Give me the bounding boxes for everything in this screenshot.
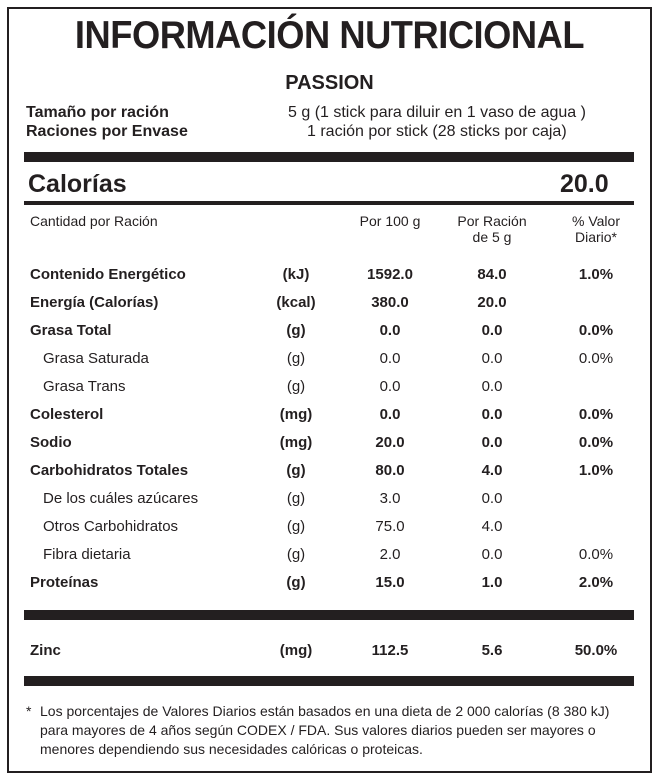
nutrient-name: Otros Carbohidratos [43, 518, 179, 535]
nutrient-unit: (g) [286, 574, 306, 591]
table-row [24, 322, 634, 344]
nutrient-daily-value: 0.0% [578, 406, 614, 423]
header-per-100g: Por 100 g [359, 213, 421, 229]
table-row [24, 462, 634, 484]
nutrient-unit: (g) [286, 518, 306, 535]
nutrient-name: Grasa Trans [43, 378, 126, 395]
nutrient-per-serving: 0.0 [481, 378, 503, 395]
nutrient-name: Proteínas [30, 574, 99, 591]
table-row-zinc [24, 642, 634, 664]
nutrient-per-100g: 0.0 [379, 322, 401, 339]
table-row [24, 350, 634, 372]
nutrient-per-serving: 84.0 [477, 266, 507, 283]
nutrient-unit: (mg) [279, 642, 313, 659]
table-row [24, 266, 634, 288]
nutrient-daily-value: 1.0% [578, 462, 614, 479]
nutrient-per-100g: 0.0 [379, 378, 401, 395]
header-daily-value: % Valor Diario* [572, 213, 620, 245]
nutrient-per-serving: 4.0 [481, 518, 503, 535]
nutrient-per-serving: 0.0 [481, 322, 503, 339]
nutrient-unit: (g) [286, 462, 306, 479]
nutrient-per-serving: 0.0 [481, 434, 503, 451]
header-amount-per-serving: Cantidad por Ración [30, 213, 158, 229]
nutrient-per-serving: 1.0 [481, 574, 503, 591]
nutrient-unit: (g) [286, 546, 306, 563]
nutrient-name: Colesterol [30, 406, 104, 423]
nutrient-unit: (kcal) [276, 294, 316, 311]
thick-divider-bottom [24, 676, 634, 686]
table-row [24, 434, 634, 456]
table-row [24, 518, 634, 540]
nutrient-daily-value: 1.0% [578, 266, 614, 283]
nutrient-name: Contenido Energético [30, 266, 186, 283]
servings-per-container-value: 1 ración por stick (28 sticks por caja) [307, 123, 567, 140]
nutrient-per-100g: 112.5 [371, 642, 409, 659]
footnote-marker: * [26, 703, 32, 719]
footnote-text: Los porcentajes de Valores Diarios están basados en una dieta de 2 000 calorías (8 380 kJ) para mayores de 4 años según CODEX / FDA. Sus valores diarios pueden ser mayores o menores dependiendo sus necesidades calóricas o proteicas. [40, 703, 610, 757]
nutrient-per-100g: 3.0 [379, 490, 401, 507]
nutrient-unit: (g) [286, 322, 306, 339]
nutrient-daily-value: 0.0% [578, 434, 614, 451]
nutrient-per-serving: 0.0 [481, 406, 503, 423]
table-row [24, 546, 634, 568]
thick-divider-zinc-top [24, 610, 634, 620]
nutrient-name: Carbohidratos Totales [30, 462, 189, 479]
nutrient-per-serving: 0.0 [481, 490, 503, 507]
serving-size-label: Tamaño por ración [26, 104, 169, 121]
table-row [24, 490, 634, 512]
table-row [24, 294, 634, 316]
nutrient-per-100g: 380.0 [371, 294, 409, 311]
nutrient-name: Energía (Calorías) [30, 294, 159, 311]
nutrient-unit: (g) [286, 378, 306, 395]
nutrient-per-100g: 1592.0 [367, 266, 413, 283]
serving-size-value: 5 g (1 stick para diluir en 1 vaso de agua ) [288, 104, 586, 121]
nutrient-per-100g: 15.0 [375, 574, 405, 591]
nutrient-daily-value: 50.0% [574, 642, 618, 659]
nutrient-per-serving: 5.6 [481, 642, 503, 659]
nutrient-name: Fibra dietaria [43, 546, 131, 563]
nutrient-per-serving: 0.0 [481, 546, 503, 563]
thick-divider-top [24, 152, 634, 162]
header-per-serving: Por Ración de 5 g [457, 213, 527, 245]
table-row [24, 574, 634, 596]
servings-per-container-label: Raciones por Envase [26, 123, 188, 140]
nutrient-per-100g: 75.0 [375, 518, 405, 535]
nutrient-name: Zinc [30, 642, 61, 659]
nutrient-name: De los cuáles azúcares [43, 490, 199, 507]
nutrient-daily-value: 0.0% [578, 322, 614, 339]
nutrient-unit: (mg) [279, 406, 313, 423]
nutrient-per-100g: 0.0 [379, 350, 401, 367]
medium-divider [24, 201, 634, 205]
nutrient-daily-value: 0.0% [578, 350, 614, 367]
calories-label: Calorías [28, 170, 127, 198]
nutrient-per-100g: 2.0 [379, 546, 401, 563]
nutrient-name: Sodio [30, 434, 72, 451]
nutrient-per-100g: 0.0 [379, 406, 401, 423]
nutrient-daily-value: 2.0% [578, 574, 614, 591]
table-row [24, 406, 634, 428]
nutrient-unit: (mg) [279, 434, 313, 451]
nutrient-per-100g: 80.0 [375, 462, 405, 479]
nutrient-name: Grasa Total [30, 322, 112, 339]
nutrient-unit: (kJ) [282, 266, 310, 283]
nutrient-unit: (g) [286, 350, 306, 367]
label-title: INFORMACIÓN NUTRICIONAL [74, 14, 585, 57]
nutrient-per-100g: 20.0 [375, 434, 405, 451]
nutrient-per-serving: 20.0 [477, 294, 507, 311]
table-row [24, 378, 634, 400]
nutrient-per-serving: 4.0 [481, 462, 503, 479]
nutrient-daily-value: 0.0% [578, 546, 614, 563]
nutrient-per-serving: 0.0 [481, 350, 503, 367]
nutrient-unit: (g) [286, 490, 306, 507]
calories-value: 20.0 [560, 170, 609, 198]
product-name: PASSION [285, 72, 374, 94]
nutrient-name: Grasa Saturada [43, 350, 149, 367]
